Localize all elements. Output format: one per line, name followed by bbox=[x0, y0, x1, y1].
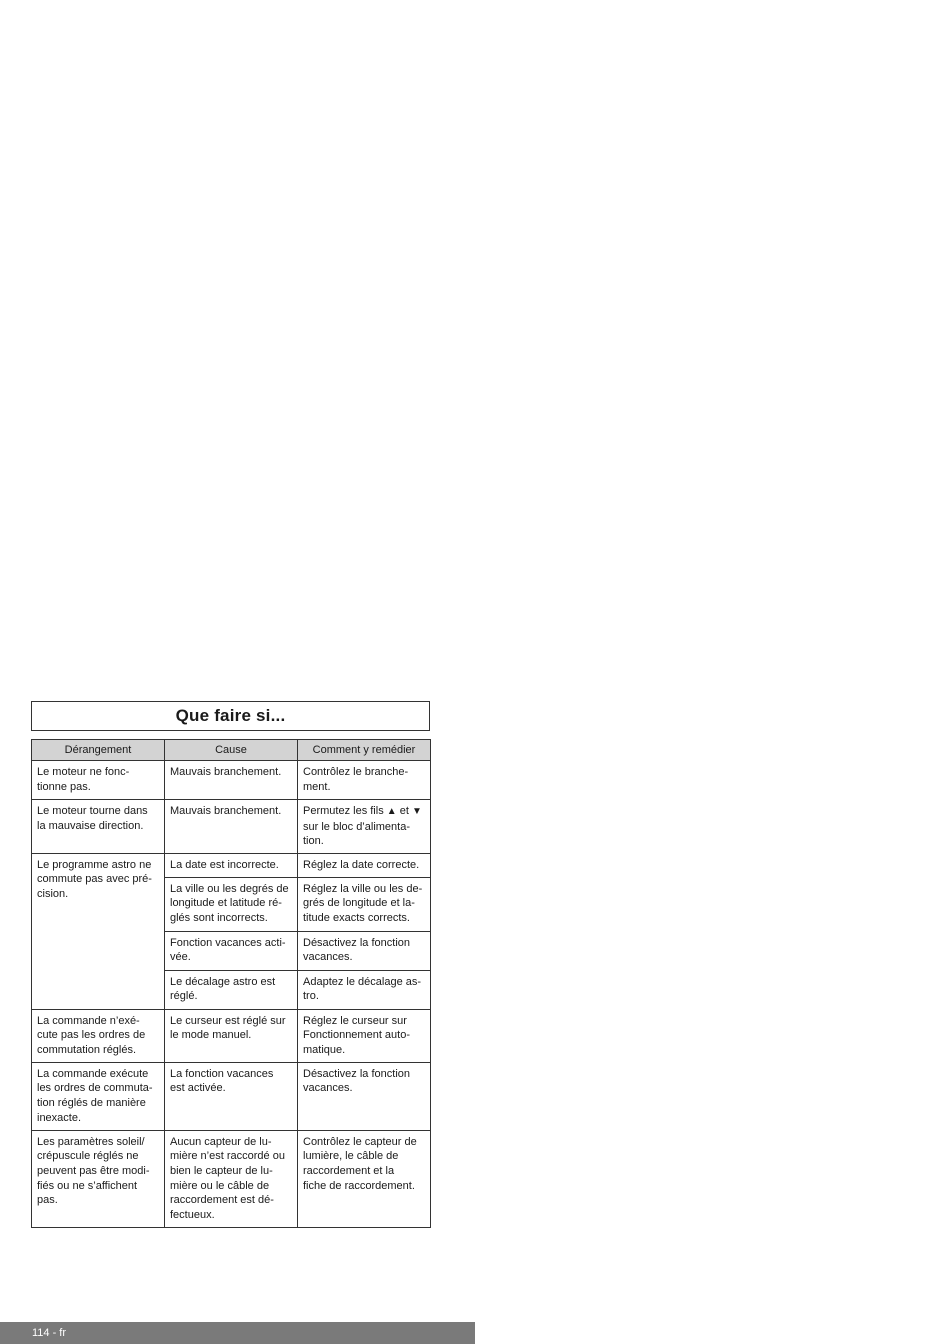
page-number: 114 - fr bbox=[32, 1327, 67, 1339]
cause-cell: La date est incorrecte. bbox=[165, 853, 298, 877]
cause-cell: Aucun capteur de lu- mière n’est raccordé ou bien le capteur de lu- mière ou le câble de raccordement est dé- fectueux. bbox=[165, 1130, 298, 1227]
table-row bbox=[32, 1009, 431, 1062]
table-row bbox=[32, 853, 431, 877]
remedy-cell: Contrôlez le branche- ment. bbox=[298, 761, 431, 800]
remedy-cell: Contrôlez le capteur de lumière, le câble de raccordement et la fiche de raccordement. bbox=[298, 1130, 431, 1227]
header-fault: Dérangement bbox=[32, 740, 165, 761]
cause-cell: Mauvais branchement. bbox=[165, 761, 298, 800]
remedy-cell: Réglez le curseur sur Fonctionnement auto- matique. bbox=[298, 1009, 431, 1062]
page-footer bbox=[0, 1322, 475, 1344]
fault-cell: Le programme astro ne commute pas avec pré- cision. bbox=[32, 853, 165, 1009]
cause-cell: La ville ou les degrés de longitude et latitude ré- glés sont incorrects. bbox=[165, 877, 298, 931]
section-title-box bbox=[31, 701, 430, 731]
fault-cell: La commande n’exé- cute pas les ordres de commutation réglés. bbox=[32, 1009, 165, 1062]
fault-cell: Les paramètres soleil/ crépuscule réglés ne peuvent pas être modi- fiés ou ne s’affichent pas. bbox=[32, 1130, 165, 1227]
remedy-cell: Désactivez la fonction vacances. bbox=[298, 931, 431, 970]
cause-cell: Le curseur est réglé sur le mode manuel. bbox=[165, 1009, 298, 1062]
remedy-cell: Adaptez le décalage as- tro. bbox=[298, 970, 431, 1009]
cause-cell: La fonction vacances est activée. bbox=[165, 1062, 298, 1130]
table-row bbox=[32, 1062, 431, 1130]
remedy-cell: Désactivez la fonction vacances. bbox=[298, 1062, 431, 1130]
fault-cell: Le moteur ne fonc- tionne pas. bbox=[32, 761, 165, 800]
remedy-cell: Réglez la ville ou les de- grés de longitude et la- titude exacts corrects. bbox=[298, 877, 431, 931]
remedy-cell: Réglez la date correcte. bbox=[298, 853, 431, 877]
cause-cell: Le décalage astro est réglé. bbox=[165, 970, 298, 1009]
table-row bbox=[32, 1130, 431, 1227]
remedy-cell: Permutez les fils ▲ et ▼ sur le bloc d’alimenta- tion. bbox=[298, 800, 431, 854]
fault-cell: La commande exécute les ordres de commuta- tion réglés de manière inexacte. bbox=[32, 1062, 165, 1130]
up-arrow-icon: ▲ bbox=[386, 806, 397, 817]
table-row bbox=[32, 800, 431, 854]
table-header-row bbox=[32, 740, 431, 761]
cause-cell: Fonction vacances acti- vée. bbox=[165, 931, 298, 970]
fault-cell: Le moteur tourne dans la mauvaise direction. bbox=[32, 800, 165, 854]
cause-cell: Mauvais branchement. bbox=[165, 800, 298, 854]
down-arrow-icon: ▼ bbox=[411, 806, 422, 817]
header-remedy: Comment y remédier bbox=[298, 740, 431, 761]
troubleshooting-table bbox=[31, 739, 431, 1228]
table-row bbox=[32, 761, 431, 800]
section-title: Que faire si... bbox=[175, 706, 286, 725]
header-cause: Cause bbox=[165, 740, 298, 761]
